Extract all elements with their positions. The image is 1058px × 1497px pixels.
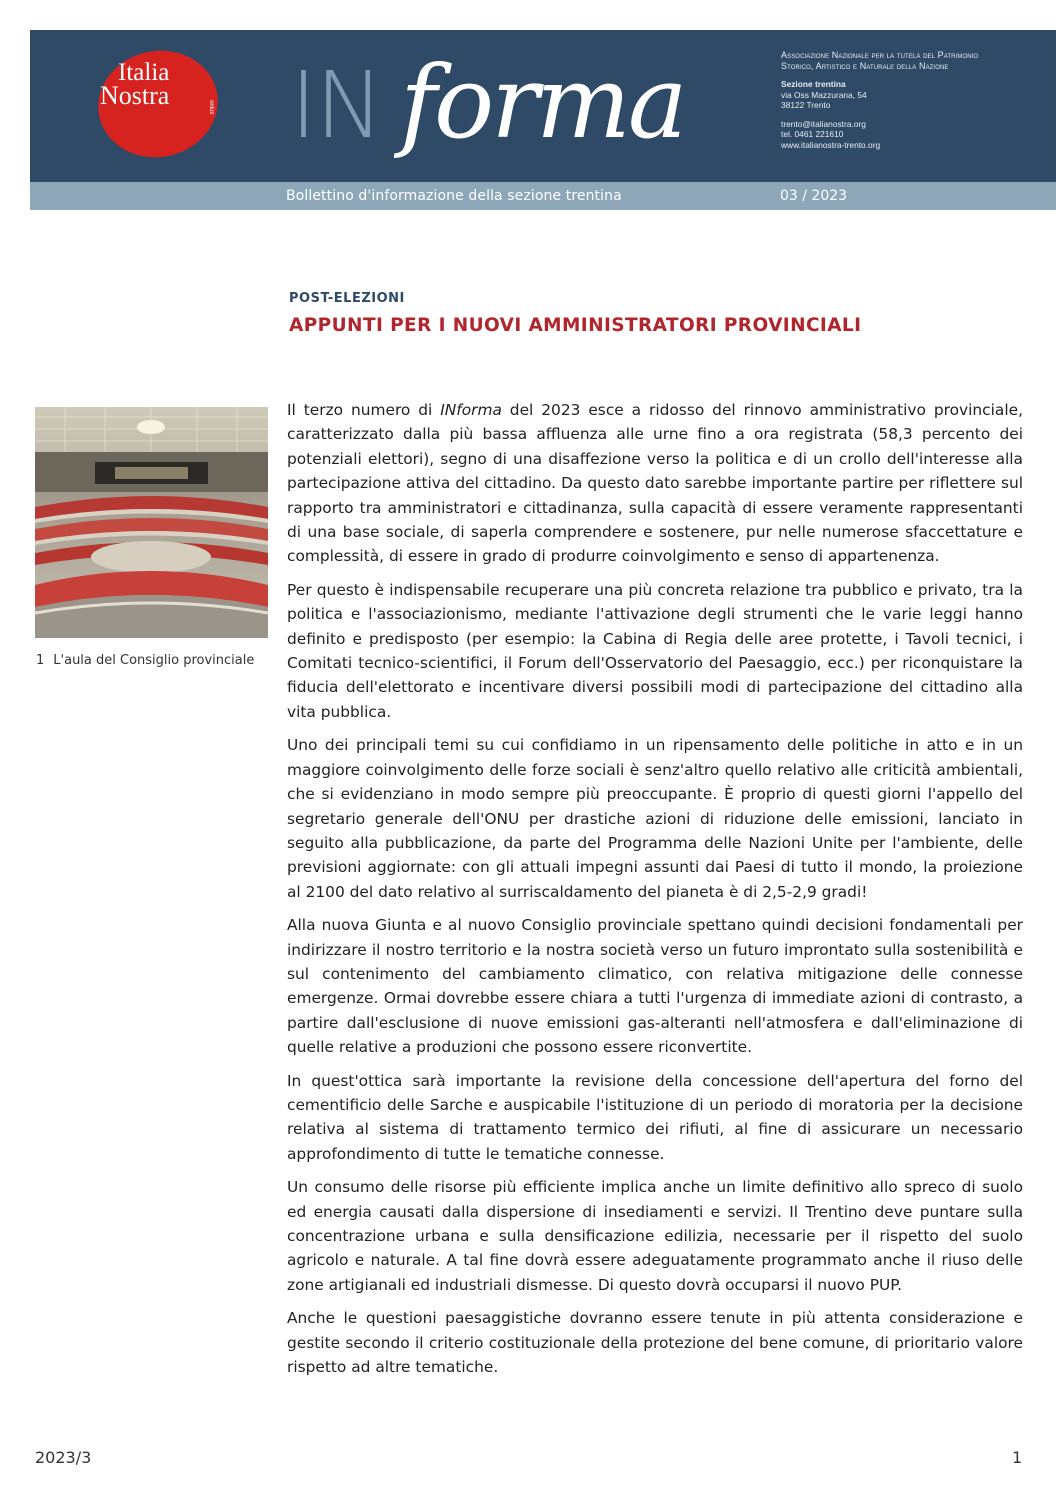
assoc-line-2: Storico, Artistico e Naturale della Nazione [781, 60, 949, 71]
article-kicker: POST-ELEZIONI [289, 291, 405, 306]
footer-issue: 2023/3 [35, 1448, 92, 1467]
section-name: Sezione trentina [781, 79, 846, 89]
logo-small-text: onlus [208, 100, 214, 115]
email-link[interactable]: trento@italianostra.org [781, 118, 866, 129]
figure-number: 1 [36, 653, 45, 668]
association-info [781, 50, 1041, 150]
italia-nostra-logo [96, 42, 218, 158]
masthead-forma: forma [400, 44, 685, 161]
page-number: 1 [1012, 1448, 1023, 1467]
paragraph-2: Per questo è indispensabile recuperare una più concreta relazione tra pubblico e privato, tra la politica e l'associazionismo, mediante l'attivazione degli strumenti che le varie leggi hanno definito e predisposto (per esempio: la Cabina di Regia delle aree protette, i Tavoli tecnici, i Comitati tecnico-scientifici, il Forum dell'Osservatorio del Paesaggio, ecc.) per riconquistare la fiducia dell'elettorato e incentivare diversi possibili modi di partecipazione del cittadino alla vita pubblica. [287, 580, 1023, 721]
article-title: APPUNTI PER I NUOVI AMMINISTRATORI PROVINCIALI [289, 315, 862, 336]
figure-caption [35, 653, 254, 668]
issue-number: 03 / 2023 [780, 188, 848, 204]
paragraph-7: Anche le questioni paesaggistiche dovranno essere tenute in più attenta considerazione e gestite secondo il criterio costituzionale della protezione del bene comune, di prioritario valore rispetto ad altre tematiche. [287, 1309, 1023, 1377]
informa-masthead [290, 42, 730, 172]
logo-word-nostra: Nostra [100, 81, 170, 110]
informa-italic: INforma [440, 401, 502, 419]
paragraph-1: Il terzo numero di INforma del 2023 esce a ridosso del rinnovo amministrativo provinciale, caratterizzato dalla più bassa affluenza alle urne fino a ora registrata (58,3 percento dei potenziali elettori), segno di una disaffezione verso la politica e di un crollo dell'interesse alla partecipazione attiva del cittadino. Da questo dato sarebbe importante partire per riflettere sul rapporto tra amministratori e cittadinanza, sulla capacità di essere veramente rappresentanti di una base sociale, di saperla comprendere e sostenere, pur nelle numerose sfaccettature e complessità, di essere in grado di produrre coinvolgimento e senso di appartenenza. [287, 401, 1023, 566]
address-line-2: 38122 Trento [781, 100, 831, 110]
paragraph-4: Alla nuova Giunta e al nuovo Consiglio provinciale spettano quindi decisioni fondamentali per indirizzare il nostro territorio e la nostra società verso un futuro improntato sulla sostenibilità e sul contenimento del cambiamento climatico, con relativa mitigazione delle connesse emergenze. Ormai dovrebbe essere chiara a tutti l'urgenza di immediate azioni di contrasto, a partire dall'esclusione di nuove emissioni gas-alteranti nell'atmosfera e dall'eliminazione di quelle relative a produzioni che possono essere riconvertite. [287, 916, 1023, 1057]
assoc-line-1: Associazione Nazionale per la tutela del Patrimonio [781, 50, 979, 60]
bulletin-tagline: Bollettino d'informazione della sezione trentina [286, 188, 622, 204]
logo-word-italia: Italia [118, 59, 170, 86]
paragraph-5: In quest'ottica sarà importante la revisione della concessione dell'apertura del forno del cementificio delle Sarche e auspicabile l'istituzione di un periodo di moratoria per la decisione relativa al sistema di trattamento termico dei rifiuti, al fine di assicurare un necessario approfondimento di tutte le tematiche connesse. [287, 1071, 1023, 1163]
article-body [287, 398, 1023, 1388]
figure-caption-text: L'aula del Consiglio provinciale [53, 653, 255, 668]
phone-number: tel. 0461 221610 [781, 129, 844, 139]
paragraph-6: Un consumo delle risorse più efficiente implica anche un limite definitivo allo spreco di suolo ed energia causati dalla dispersione di insediamenti e servizi. Il Trentino deve puntare sulla concentrazione urbana e sulla densificazione edilizia, necessarie per il rispetto del suolo agricolo e naturale. A tal fine dovrà essere adeguatamente programmato anche il riuso delle zone artigianali ed industriali dismesse. Di questo dovrà occuparsi il nuovo PUP. [287, 1178, 1023, 1294]
paragraph-3: Uno dei principali temi su cui confidiamo in un ripensamento delle politiche in atto e in un maggiore coinvolgimento delle forze sociali è senz'altro quello relativo alle criticità ambientali, che si evidenziano in modo sempre più preoccupante. È proprio di questi giorni l'appello del segretario generale dell'ONU per drastiche azioni di riduzione delle emissioni, lanciato in seguito alla pubblicazione, da parte del Programma delle Nazioni Unite per l'ambiente, delle previsioni aggiornate: con gli attuali impegni assunti dai Paesi di tutto il mondo, la proiezione al 2100 del dato relativo al surriscaldamento del pianeta è di 2,5-2,9 gradi! [287, 736, 1023, 901]
subtitle-bar [30, 182, 1056, 210]
address-line-1: via Oss Mazzurana, 54 [781, 89, 867, 100]
council-chamber-photo [35, 407, 268, 638]
masthead-in: IN [290, 52, 382, 159]
website-link[interactable]: www.italianostra-trento.org [781, 139, 881, 150]
